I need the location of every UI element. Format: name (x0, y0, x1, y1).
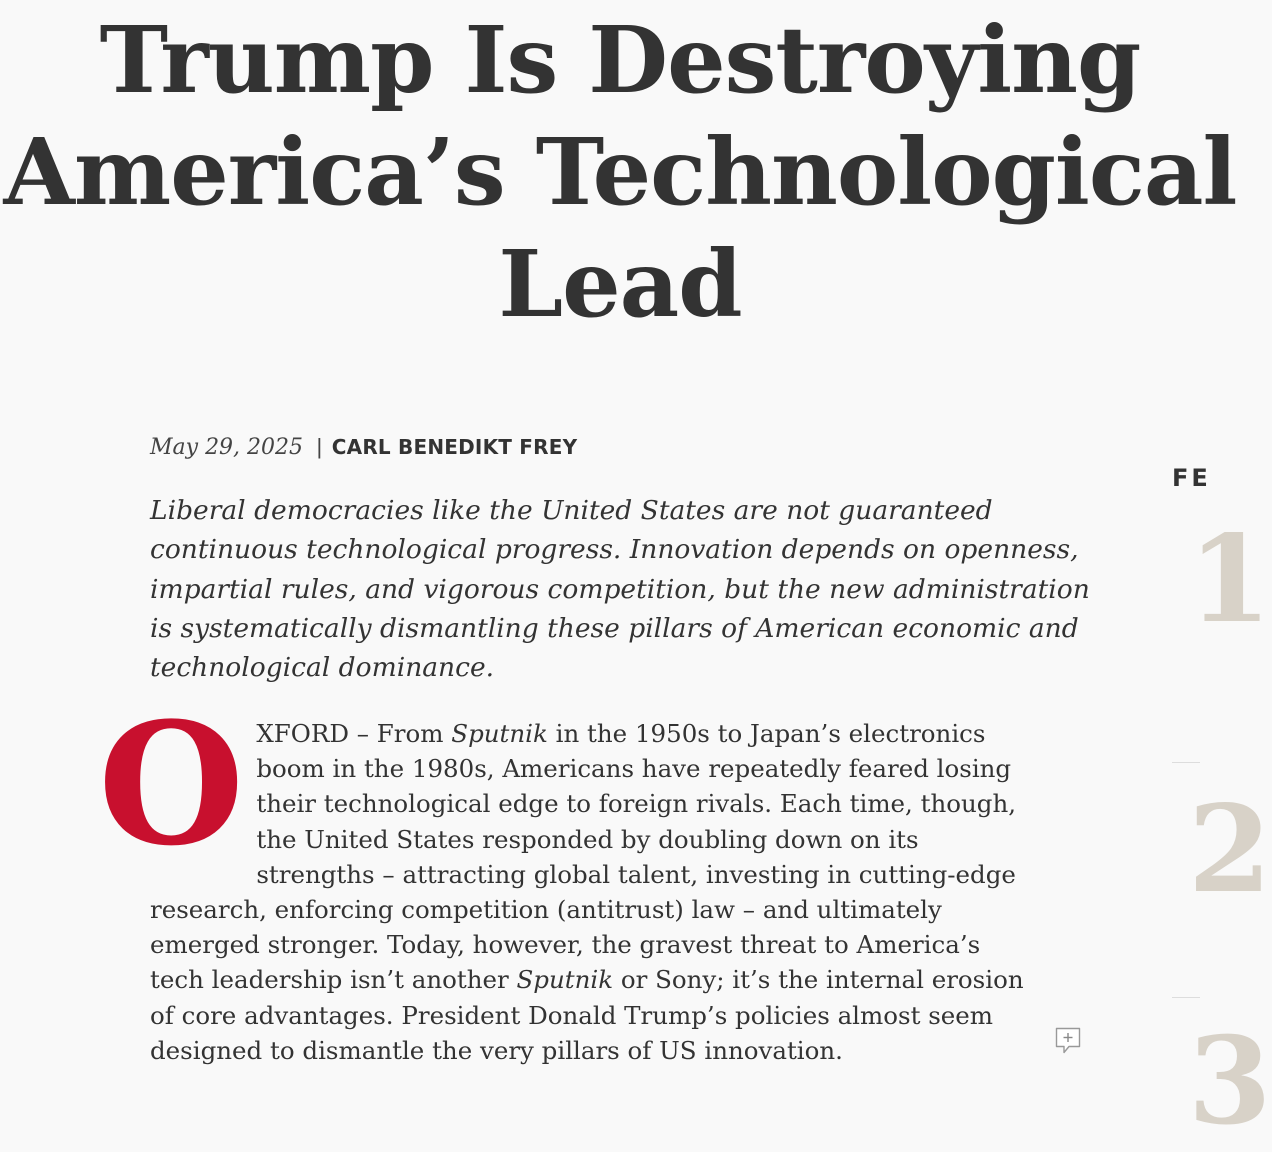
headline-line-2: America’s Technological (3, 118, 1237, 226)
comment-button[interactable] (1055, 1027, 1081, 1055)
sidebar-number-1[interactable]: 1 (1188, 509, 1272, 650)
comment-plus-icon (1055, 1027, 1081, 1055)
sidebar-number-2[interactable]: 2 (1188, 779, 1272, 920)
sidebar-heading: FE (1172, 464, 1211, 492)
emphasis-sputnik: Sputnik (516, 965, 614, 995)
sidebar-number-3[interactable]: 3 (1188, 1011, 1272, 1152)
sidebar-divider (1172, 762, 1200, 763)
emphasis-sputnik: Sputnik (451, 719, 548, 748)
headline-line-3: Lead (498, 230, 742, 338)
byline-separator: | (316, 434, 323, 459)
paragraph-text: in the 1950s to Japan’s electronics boom in the 1980s, Americans have repeatedly feared losing their technological edge to foreign rivals. Each time, though, the United States responded by doubling down on its strengths – attracting global talent, investing in cutting-edge research, enforcing competition (antitrust) law – and ultimately emerged stronger. Today, however, the gravest threat to America’s tech leadership isn’t another (150, 719, 1017, 995)
paragraph-text: or Sony; it’s the internal erosion of core advantages. President Donald Trump’s policies almost seem designed to dismantle the very pillars of US innovation. (150, 965, 1024, 1065)
sidebar-divider (1172, 997, 1200, 998)
headline (0, 4, 1240, 340)
byline (150, 432, 577, 463)
drop-cap: O (98, 685, 245, 883)
headline-line-1: Trump Is Destroying (99, 6, 1141, 114)
article-dek: Liberal democracies like the United States are not guaranteed continuous technological progress. Innovation depends on openness, impartial rules, and vigorous competition, but the new administration is systematically dismantling these pillars of American economic and technological dominance. (150, 495, 1090, 684)
article-paragraph (98, 685, 1030, 1068)
publish-date: May 29, 2025 (150, 435, 304, 460)
author-link[interactable]: CARL BENEDIKT FREY (331, 435, 578, 459)
paragraph-text: XFORD – From (256, 719, 452, 748)
